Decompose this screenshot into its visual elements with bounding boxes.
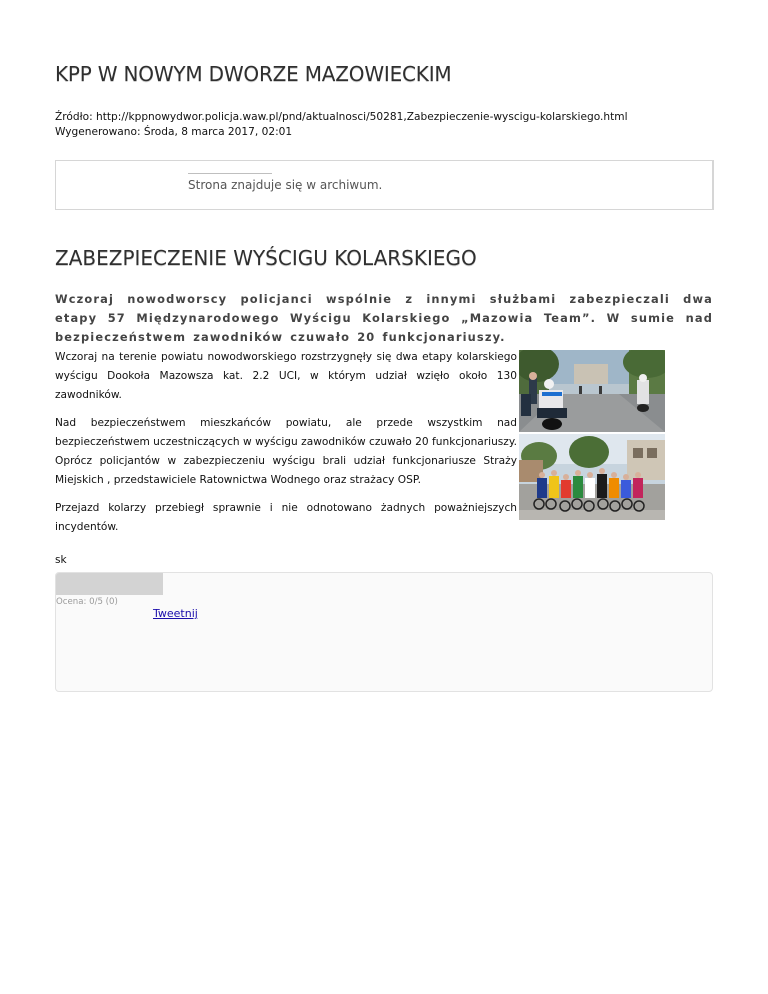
site-title: KPP W NOWYM DWORZE MAZOWIECKIM bbox=[55, 62, 452, 86]
photo-cyclists[interactable] bbox=[519, 434, 665, 520]
meta-info bbox=[55, 110, 628, 140]
source-url: Źródło: http://kppnowydwor.policja.waw.pl/pnd/aktualnosci/50281,Zabezpieczenie-wyscigu-kolarskiego.html bbox=[55, 111, 628, 123]
tweet-link[interactable]: Tweetnij bbox=[153, 607, 198, 620]
archive-divider bbox=[188, 173, 272, 174]
rating-panel bbox=[55, 572, 713, 692]
archive-notice bbox=[55, 160, 714, 210]
article-title: ZABEZPIECZENIE WYŚCIGU KOLARSKIEGO bbox=[55, 246, 477, 270]
generated-date: Wygenerowano: Środa, 8 marca 2017, 02:01 bbox=[55, 126, 293, 138]
photo-police-motorcycle[interactable] bbox=[519, 350, 665, 432]
article-signature: sk bbox=[55, 554, 67, 566]
paragraph-2: Nad bezpieczeństwem mieszkańców powiatu, ale przede wszystkim nad bezpieczeństwem uczestniczących w wyścigu zawodników czuwało 20 funkcjonariuszy. Oprócz policjantów w zabezpieczeniu wyścigu brali udział funkcjonariusze Straży Miejskich , przedstawiciele Ratownictwa Wodnego oraz strażacy OSP. bbox=[55, 417, 517, 486]
paragraph-3: Przejazd kolarzy przebiegł sprawnie i nie odnotowano żadnych poważniejszych incydentów. bbox=[55, 502, 517, 533]
rating-score: Ocena: 0/5 (0) bbox=[56, 597, 118, 607]
article-body bbox=[55, 348, 517, 579]
article-lead: Wczoraj nowodworscy policjanci wspólnie z innymi służbami zabezpieczali dwa etapy 57 Międzynarodowego Wyścigu Kolarskiego „Mazowia Team”. W sumie nad bezpieczeństwem zawodników czuwało 20 funkcjonariuszy. bbox=[55, 292, 713, 344]
paragraph-1: Wczoraj na terenie powiatu nowodworskiego rozstrzygnęły się dwa etapy kolarskiego wyścigu Dookoła Mazowsza kat. 2.2 UCI, w którym udział wzięło około 130 zawodników. bbox=[55, 351, 517, 401]
rating-stars-bar[interactable] bbox=[56, 573, 163, 595]
archive-message: Strona znajduje się w archiwum. bbox=[188, 178, 383, 192]
